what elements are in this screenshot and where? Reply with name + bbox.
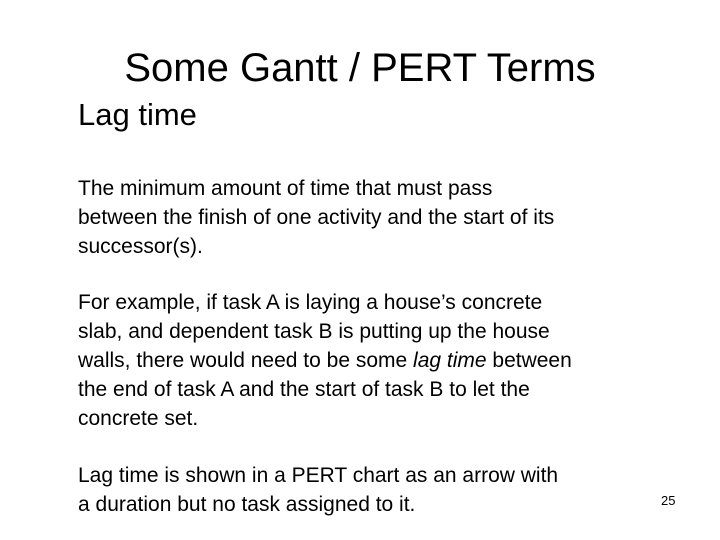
definition-line-3: successor(s). — [78, 235, 203, 258]
example-line-1: For example, if task A is laying a house’s concrete — [78, 291, 543, 314]
pert-note-paragraph — [78, 461, 678, 519]
slide-title — [0, 44, 720, 92]
pert-note-line-2: a duration but no task assigned to it. — [78, 493, 416, 516]
definition-line-1: The minimum amount of time that must pass — [78, 177, 493, 200]
example-line-2: slab, and dependent task B is putting up the house — [78, 320, 550, 343]
example-paragraph — [78, 288, 678, 433]
example-line-3-before: walls, there would need to be some — [78, 349, 414, 372]
example-line-3-after: between — [486, 349, 572, 372]
definition-line-2: between the finish of one activity and the start of its — [78, 206, 555, 229]
pert-note-line-1: Lag time is shown in a PERT chart as an arrow with — [78, 464, 559, 487]
definition-paragraph — [78, 174, 678, 261]
example-line-5: concrete set. — [78, 407, 199, 430]
example-line-3-italic: lag time — [413, 349, 487, 372]
example-line-4: the end of task A and the start of task B to let the — [78, 378, 530, 401]
slide-subtitle: Lag time — [78, 97, 197, 132]
slide-title-text: Some Gantt / PERT Terms — [124, 46, 596, 90]
page-number: 25 — [661, 493, 676, 508]
